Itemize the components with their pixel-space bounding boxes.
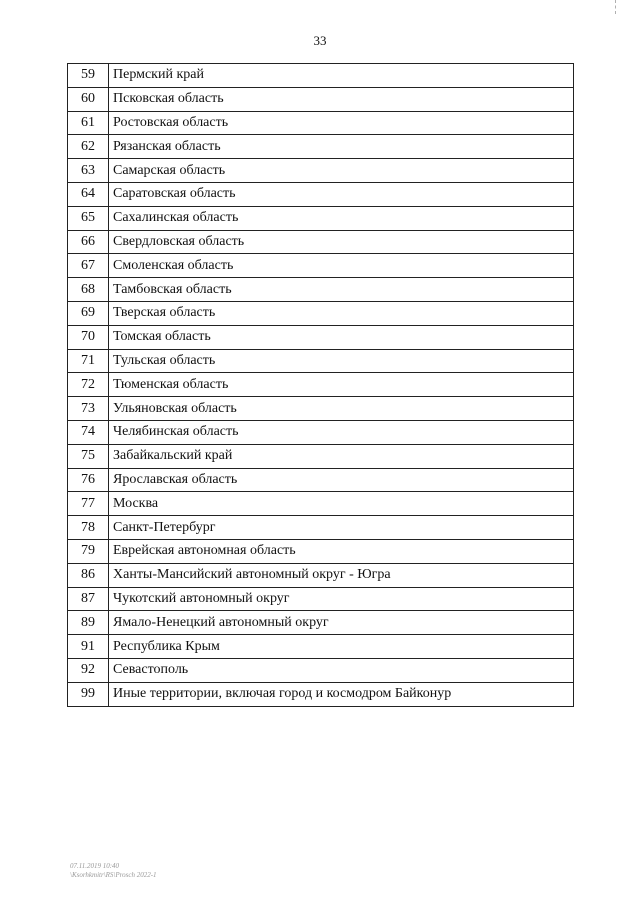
region-code-cell: 70: [68, 325, 109, 349]
region-code-cell: 79: [68, 539, 109, 563]
region-code-cell: 63: [68, 159, 109, 183]
table-row: [68, 563, 574, 587]
table-row: [68, 278, 574, 302]
table-row: [68, 468, 574, 492]
table-row: [68, 658, 574, 682]
table-row: [68, 444, 574, 468]
region-name-cell: Ярославская область: [109, 468, 574, 492]
scan-edge-mark: [615, 0, 618, 14]
table-row: [68, 301, 574, 325]
footer-stamp: [70, 862, 157, 880]
region-name-cell: Псковская область: [109, 87, 574, 111]
table-row: [68, 349, 574, 373]
region-name-cell: Ростовская область: [109, 111, 574, 135]
region-name-cell: Сахалинская область: [109, 206, 574, 230]
region-code-cell: 77: [68, 492, 109, 516]
region-name-cell: Смоленская область: [109, 254, 574, 278]
region-name-cell: Тюменская область: [109, 373, 574, 397]
table-row: [68, 611, 574, 635]
region-code-cell: 78: [68, 516, 109, 540]
region-name-cell: Пермский край: [109, 64, 574, 88]
table-row: [68, 516, 574, 540]
region-name-cell: Ханты-Мансийский автономный округ - Югра: [109, 563, 574, 587]
region-name-cell: Ямало-Ненецкий автономный округ: [109, 611, 574, 635]
region-name-cell: Саратовская область: [109, 182, 574, 206]
regions-table-body: [68, 64, 574, 707]
table-row: [68, 230, 574, 254]
table-row: [68, 682, 574, 706]
region-code-cell: 59: [68, 64, 109, 88]
region-code-cell: 62: [68, 135, 109, 159]
region-name-cell: Тульская область: [109, 349, 574, 373]
region-code-cell: 66: [68, 230, 109, 254]
region-code-cell: 89: [68, 611, 109, 635]
table-row: [68, 64, 574, 88]
region-name-cell: Севастополь: [109, 658, 574, 682]
table-row: [68, 397, 574, 421]
table-row: [68, 206, 574, 230]
region-code-cell: 64: [68, 182, 109, 206]
table-row: [68, 587, 574, 611]
region-name-cell: Томская область: [109, 325, 574, 349]
table-row: [68, 111, 574, 135]
region-code-cell: 91: [68, 635, 109, 659]
region-name-cell: Иные территории, включая город и космодром Байконур: [109, 682, 574, 706]
region-code-cell: 68: [68, 278, 109, 302]
region-name-cell: Рязанская область: [109, 135, 574, 159]
region-code-cell: 60: [68, 87, 109, 111]
region-code-cell: 69: [68, 301, 109, 325]
regions-table: [67, 63, 574, 707]
region-code-cell: 67: [68, 254, 109, 278]
region-code-cell: 72: [68, 373, 109, 397]
table-row: [68, 492, 574, 516]
region-name-cell: Республика Крым: [109, 635, 574, 659]
table-row: [68, 373, 574, 397]
table-row: [68, 87, 574, 111]
region-name-cell: Тверская область: [109, 301, 574, 325]
region-name-cell: Челябинская область: [109, 420, 574, 444]
region-name-cell: Тамбовская область: [109, 278, 574, 302]
page-number: 33: [313, 33, 327, 48]
region-code-cell: 87: [68, 587, 109, 611]
region-name-cell: Свердловская область: [109, 230, 574, 254]
region-code-cell: 92: [68, 658, 109, 682]
footer-stamp-line-2: \Ksorhkmitr\RS\Prosch 2022-1: [70, 871, 157, 879]
region-name-cell: Ульяновская область: [109, 397, 574, 421]
region-code-cell: 86: [68, 563, 109, 587]
region-code-cell: 74: [68, 420, 109, 444]
region-name-cell: Еврейская автономная область: [109, 539, 574, 563]
region-name-cell: Санкт-Петербург: [109, 516, 574, 540]
region-name-cell: Чукотский автономный округ: [109, 587, 574, 611]
table-row: [68, 159, 574, 183]
table-row: [68, 539, 574, 563]
footer-stamp-line-1: 07.11.2019 10:40: [70, 862, 120, 870]
region-code-cell: 61: [68, 111, 109, 135]
region-name-cell: Забайкальский край: [109, 444, 574, 468]
region-name-cell: Самарская область: [109, 159, 574, 183]
region-code-cell: 75: [68, 444, 109, 468]
table-row: [68, 635, 574, 659]
region-code-cell: 73: [68, 397, 109, 421]
table-row: [68, 135, 574, 159]
region-code-cell: 71: [68, 349, 109, 373]
region-code-cell: 65: [68, 206, 109, 230]
region-code-cell: 76: [68, 468, 109, 492]
table-row: [68, 254, 574, 278]
table-row: [68, 420, 574, 444]
table-row: [68, 182, 574, 206]
table-row: [68, 325, 574, 349]
region-code-cell: 99: [68, 682, 109, 706]
region-name-cell: Москва: [109, 492, 574, 516]
